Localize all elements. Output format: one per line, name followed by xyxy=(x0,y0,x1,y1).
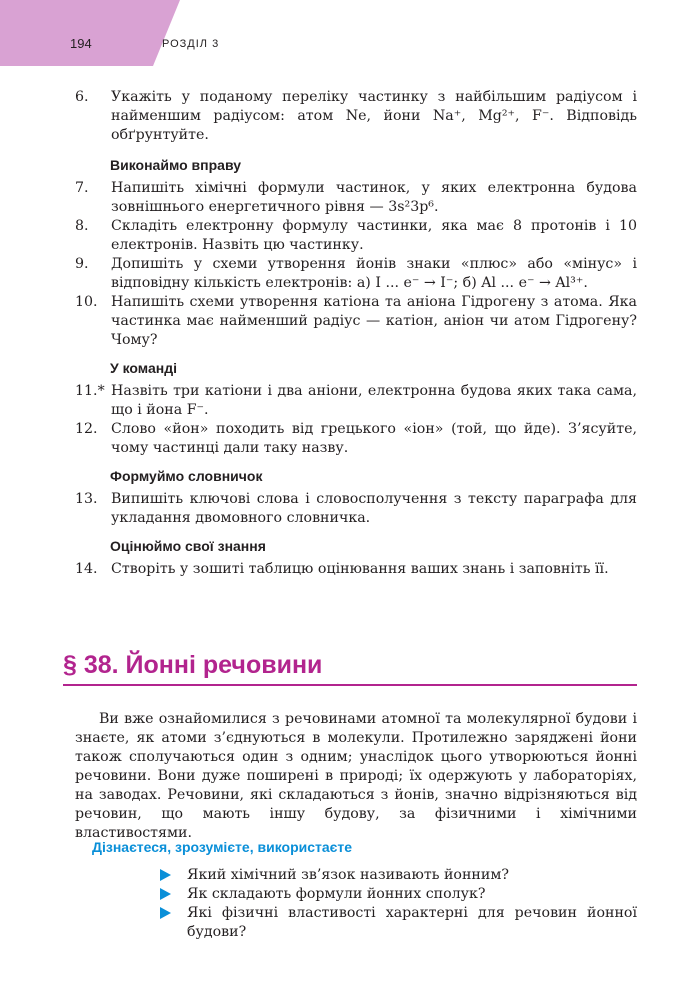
question-text: Створіть у зошиті таблицю оцінювання ваших знань і заповніть її. xyxy=(111,561,609,577)
question-text: Слово «йон» походить від грецького «іон» (той, що йде). З’ясуйте, чому частинці дали таку назву. xyxy=(111,421,637,456)
question-number: 6. xyxy=(75,89,89,105)
question-item xyxy=(75,217,637,255)
subhead-evaluate: Оцінюймо свої знання xyxy=(110,538,266,554)
question-number: 14. xyxy=(75,561,98,577)
question-item xyxy=(75,560,637,579)
list-item xyxy=(160,885,637,904)
triangle-bullet-icon xyxy=(160,888,171,900)
learning-goals-list xyxy=(160,866,637,942)
question-text: Складіть електронну формулу частинки, яка має 8 протонів і 10 електронів. Назвіть цю частинку. xyxy=(111,218,637,253)
question-text: Випишіть ключові слова і словосполучення з тексту параграфа для укладання двомовного словничка. xyxy=(111,491,637,526)
question-number: 12. xyxy=(75,421,98,437)
list-item-text: Які фізичні властивості характерні для речовин йонної будови? xyxy=(187,905,637,940)
question-text: Допишіть у схеми утворення йонів знаки «плюс» або «мінус» і відповідну кількість електронів: а) I ... e⁻ → I⁻; б) Al ... e⁻ → Al³⁺. xyxy=(111,256,637,291)
question-item xyxy=(75,179,637,217)
subhead-exercise: Виконаймо вправу xyxy=(110,157,241,173)
header-tab xyxy=(0,0,180,66)
list-item-text: Який хімічний зв’язок називають йонним? xyxy=(187,867,509,883)
question-text: Назвіть три катіони і два аніони, електронна будова яких така сама, що і йона F⁻. xyxy=(111,383,637,418)
subhead-vocab: Формуймо словничок xyxy=(110,468,263,484)
question-text: Напишіть схеми утворення катіона та аніона Гідрогену з атома. Яка частинка має найменший радіус — катіон, аніон чи атом Гідрогену? Чому? xyxy=(111,294,637,348)
question-item xyxy=(75,420,637,458)
triangle-bullet-icon xyxy=(160,907,171,919)
question-number: 13. xyxy=(75,491,98,507)
page-number: 194 xyxy=(70,36,92,51)
question-item xyxy=(75,382,637,420)
list-item xyxy=(160,904,637,942)
list-item-text: Як складають формули йонних сполук? xyxy=(187,886,486,902)
question-number: 11.* xyxy=(75,383,105,399)
section-title: § 38. Йонні речовини xyxy=(63,651,637,686)
learn-heading: Дізнаєтеся, зрозумієте, використаєте xyxy=(92,839,353,855)
question-text: Укажіть у поданому переліку частинку з найбільшим радіусом і найменшим радіусом: атом Ne, йони Na⁺, Mg²⁺, F⁻. Відповідь обґрунтуйте. xyxy=(111,89,637,143)
question-item xyxy=(75,88,637,145)
question-item xyxy=(75,490,637,528)
intro-paragraph: Ви вже ознайомилися з речовинами атомної та молекулярної будови і знаєте, як атоми з’єднуються в молекули. Протилежно заряджені йони також сполучаються один з одним; унаслідок цього утворюються йонні речовини. Вони дуже поширені в природі; їх одержують у лабораторіях, на заводах. Речовини, які складаються з йонів, значно відрізняються від речовин, що мають іншу будову, за фізичними і хімічними властивостями. xyxy=(75,711,637,841)
question-number: 9. xyxy=(75,256,89,272)
section-label: РОЗДІЛ 3 xyxy=(162,38,220,50)
list-item xyxy=(160,866,637,885)
question-number: 7. xyxy=(75,180,89,196)
question-item xyxy=(75,293,637,350)
question-number: 8. xyxy=(75,218,89,234)
question-text: Напишіть хімічні формули частинок, у яких електронна будова зовнішнього енергетичного рівня — 3s²3p⁶. xyxy=(111,180,637,215)
section-title-block xyxy=(63,651,637,686)
triangle-bullet-icon xyxy=(160,869,171,881)
question-item xyxy=(75,255,637,293)
subhead-team: У команді xyxy=(110,360,177,376)
exercises xyxy=(75,88,637,579)
question-number: 10. xyxy=(75,294,98,310)
